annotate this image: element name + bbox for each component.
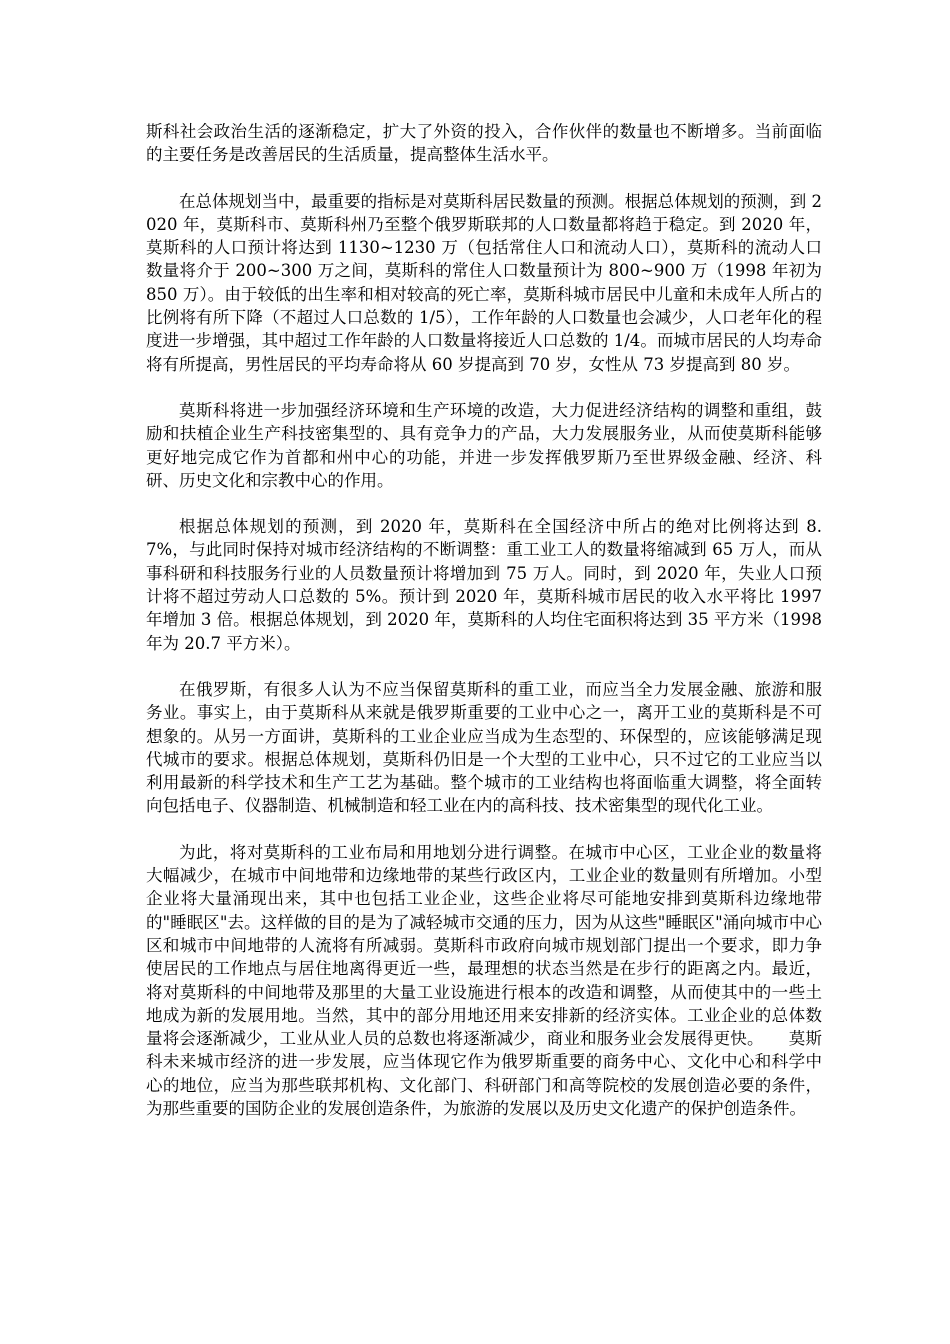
paragraph-continued: 斯科社会政治生活的逐渐稳定，扩大了外资的投入，合作伙伴的数量也不断增多。当前面临的主要任务是改善居民的生活质量，提高整体生活水平。 xyxy=(146,122,822,165)
paragraph-industrial-layout: 为此，将对莫斯科的工业布局和用地划分进行调整。在城市中心区，工业企业的数量将大幅减少，在城市中间地带和边缘地带的某些行政区内，工业企业的数量则有所增加。小型企业将大量涌现出来，其中也包括工业企业，这些企业将尽可能地安排到莫斯科边缘地带的"睡眠区"去。这样做的目的是为了减轻城市交通的压力，因为从这些"睡眠区"涌向城市中心区和城市中间地带的人流将有所减弱。莫斯科市政府向城市规划部门提出一个要求，即力争使居民的工作地点与居住地离得更近一些，最理想的状态当然是在步行的距离之内。最近，将对莫斯科的中间地带及那里的大量工业设施进行根本的改造和调整，从而使其中的一些土地成为新的发展用地。当然，其中的部分用地还用来安排新的经济实体。工业企业的总体数量将会逐渐减少，工业从业人员的总数也将逐渐减少，商业和服务业会发展得更快。 莫斯科未来城市经济的进一步发展，应当体现它作为俄罗斯重要的商务中心、文化中心和科学中心的地位，应当为那些联邦机构、文化部门、科研部门和高等院校的发展创造必要的条件，为那些重要的国防企业的发展创造条件，为旅游的发展以及历史文化遗产的保护创造条件。 xyxy=(146,842,822,1118)
paragraph-population-forecast: 在总体规划当中，最重要的指标是对莫斯科居民数量的预测。根据总体规划的预测，到 2020 年，莫斯科市、莫斯科州乃至整个俄罗斯联邦的人口数量都将趋于稳定。到 2020 年，莫斯科的人口预计将达到 1130~1230 万（包括常住人口和流动人口），莫斯科的流动人口数量将介于 200~300 万之间，莫斯科的常住人口数量预计为 800~900 万（1998 年初为 850 万）。由于较低的出生率和相对较高的死亡率，莫斯科城市居民中儿童和未成年人所占的比例将有所下降（不超过人口总数的 1/5），工作年龄的人口数量也会减少，人口老年化的程度进一步增强，其中超过工作年龄的人口数量将接近人口总数的 1/4。而城市居民的人均寿命将有所提高，男性居民的平均寿命将从 60 岁提高到 70 岁，女性从 73 岁提高到 80 岁。 xyxy=(146,191,822,374)
paragraph-heavy-industry: 在俄罗斯，有很多人认为不应当保留莫斯科的重工业，而应当全力发展金融、旅游和服务业。事实上，由于莫斯科从来就是俄罗斯重要的工业中心之一，离开工业的莫斯科是不可想象的。从另一方面讲，莫斯科的工业企业应当成为生态型的、环保型的，应该能够满足现代城市的要求。根据总体规划，莫斯科仍旧是一个大型的工业中心，只不过它的工业应当以利用最新的科学技术和生产工艺为基础。整个城市的工业结构也将面临重大调整，将全面转向包括电子、仪器制造、机械制造和轻工业在内的高科技、技术密集型的现代化工业。 xyxy=(146,679,822,816)
paragraph-economic-environment: 莫斯科将进一步加强经济环境和生产环境的改造，大力促进经济结构的调整和重组，鼓励和扶植企业生产科技密集型的、具有竞争力的产品，大力发展服务业，从而使莫斯科能够更好地完成它作为首都和州中心的功能，并进一步发挥俄罗斯乃至世界级金融、经济、科研、历史文化和宗教中心的作用。 xyxy=(146,400,822,490)
paragraph-economic-forecast: 根据总体规划的预测，到 2020 年，莫斯科在全国经济中所占的绝对比例将达到 8.7%，与此同时保持对城市经济结构的不断调整：重工业工人的数量将缩减到 65 万人，而从事科研和科技服务行业的人员数量预计将增加到 75 万人。同时，到 2020 年，失业人口预计将不超过劳动人口总数的 5%。预计到 2020 年，莫斯科城市居民的收入水平将比 1997 年增加 3 倍。根据总体规划，到 2020 年，莫斯科的人均住宅面积将达到 35 平方米（1998 年为 20.7 平方米）。 xyxy=(146,517,822,653)
document-body xyxy=(146,120,822,1120)
